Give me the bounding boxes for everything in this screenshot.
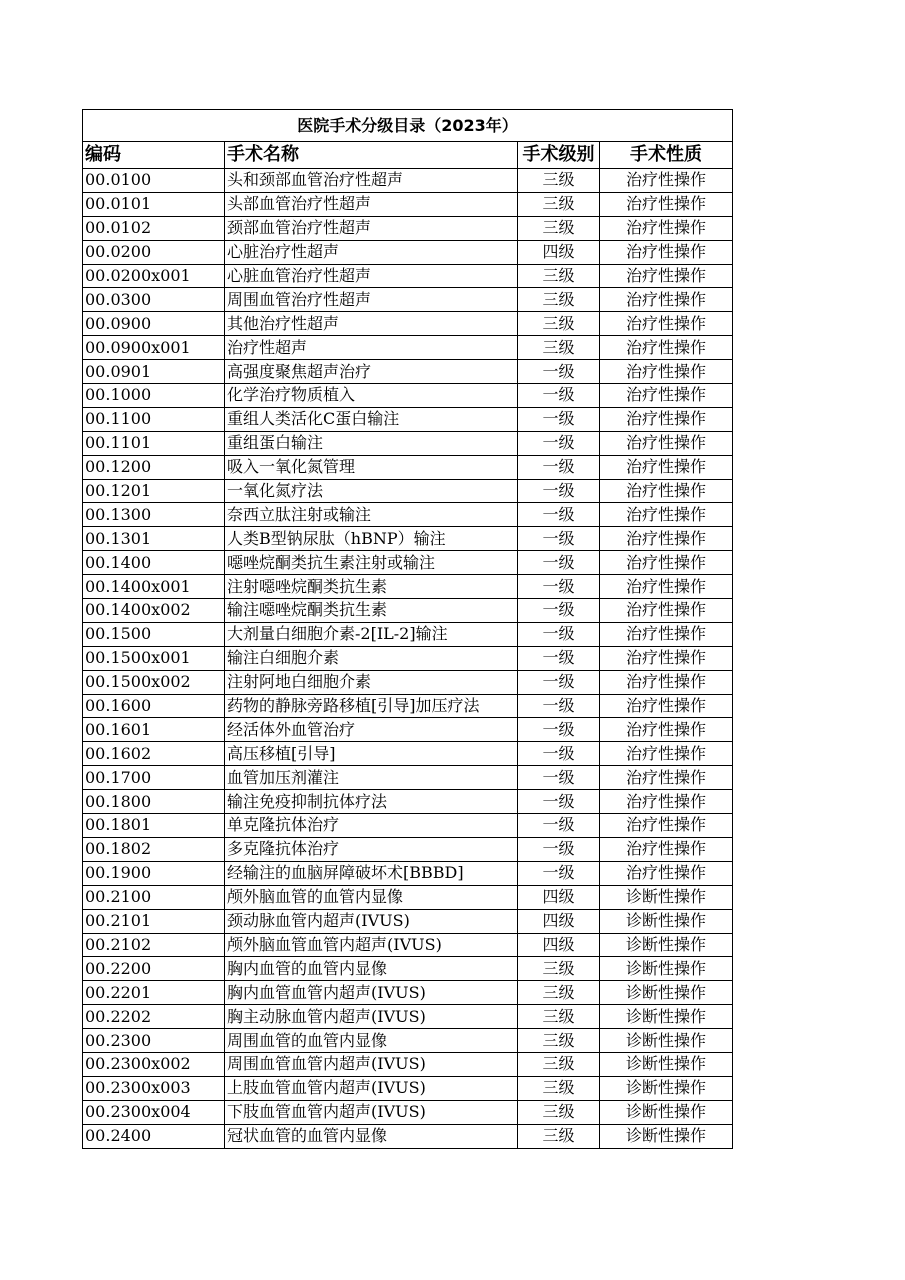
cell-nature: 治疗性操作 — [600, 527, 733, 551]
cell-name: 周围血管血管内超声(IVUS) — [225, 1052, 518, 1076]
cell-name: 周围血管治疗性超声 — [225, 288, 518, 312]
cell-code: 00.1100 — [83, 407, 225, 431]
cell-nature: 治疗性操作 — [600, 431, 733, 455]
cell-code: 00.1201 — [83, 479, 225, 503]
table-row — [83, 622, 733, 646]
table-row — [83, 264, 733, 288]
table-row — [83, 169, 733, 193]
table-row — [83, 981, 733, 1005]
cell-nature: 治疗性操作 — [600, 216, 733, 240]
table-row — [83, 1029, 733, 1053]
cell-nature: 治疗性操作 — [600, 599, 733, 623]
table-row — [83, 1052, 733, 1076]
cell-code: 00.2300 — [83, 1029, 225, 1053]
cell-nature: 治疗性操作 — [600, 575, 733, 599]
cell-nature: 治疗性操作 — [600, 790, 733, 814]
cell-code: 00.0300 — [83, 288, 225, 312]
cell-level: 一级 — [518, 407, 600, 431]
cell-level: 三级 — [518, 192, 600, 216]
table-row — [83, 957, 733, 981]
cell-name: 心脏血管治疗性超声 — [225, 264, 518, 288]
cell-name: 单克隆抗体治疗 — [225, 814, 518, 838]
cell-name: 输注噁唑烷酮类抗生素 — [225, 599, 518, 623]
cell-level: 三级 — [518, 336, 600, 360]
cell-level: 一级 — [518, 670, 600, 694]
header-nature: 手术性质 — [600, 142, 733, 169]
cell-nature: 治疗性操作 — [600, 766, 733, 790]
cell-name: 输注免疫抑制抗体疗法 — [225, 790, 518, 814]
table-row — [83, 192, 733, 216]
cell-name: 输注白细胞介素 — [225, 646, 518, 670]
cell-code: 00.1700 — [83, 766, 225, 790]
cell-level: 一级 — [518, 622, 600, 646]
table-row — [83, 384, 733, 408]
cell-level: 三级 — [518, 216, 600, 240]
cell-code: 00.0901 — [83, 360, 225, 384]
cell-name: 药物的静脉旁路移植[引导]加压疗法 — [225, 694, 518, 718]
table-row — [83, 909, 733, 933]
cell-code: 00.1802 — [83, 837, 225, 861]
cell-name: 注射噁唑烷酮类抗生素 — [225, 575, 518, 599]
cell-nature: 诊断性操作 — [600, 1052, 733, 1076]
cell-level: 一级 — [518, 575, 600, 599]
cell-level: 一级 — [518, 360, 600, 384]
cell-nature: 治疗性操作 — [600, 407, 733, 431]
cell-name: 经输注的血脑屏障破坏术[BBBD] — [225, 861, 518, 885]
cell-nature: 治疗性操作 — [600, 240, 733, 264]
cell-nature: 诊断性操作 — [600, 1005, 733, 1029]
table-row — [83, 790, 733, 814]
cell-code: 00.1602 — [83, 742, 225, 766]
table-row — [83, 718, 733, 742]
cell-name: 经活体外血管治疗 — [225, 718, 518, 742]
header-row — [83, 142, 733, 169]
cell-name: 注射阿地白细胞介素 — [225, 670, 518, 694]
cell-level: 三级 — [518, 169, 600, 193]
cell-code: 00.1600 — [83, 694, 225, 718]
cell-code: 00.1400x002 — [83, 599, 225, 623]
cell-nature: 治疗性操作 — [600, 646, 733, 670]
cell-nature: 治疗性操作 — [600, 551, 733, 575]
header-name: 手术名称 — [225, 142, 518, 169]
cell-nature: 诊断性操作 — [600, 1124, 733, 1148]
cell-name: 胸内血管的血管内显像 — [225, 957, 518, 981]
cell-name: 血管加压剂灌注 — [225, 766, 518, 790]
cell-code: 00.2202 — [83, 1005, 225, 1029]
cell-name: 噁唑烷酮类抗生素注射或输注 — [225, 551, 518, 575]
table-row — [83, 527, 733, 551]
cell-level: 一级 — [518, 527, 600, 551]
cell-nature: 治疗性操作 — [600, 169, 733, 193]
cell-nature: 治疗性操作 — [600, 622, 733, 646]
cell-code: 00.0100 — [83, 169, 225, 193]
table-row — [83, 551, 733, 575]
cell-name: 颅外脑血管的血管内显像 — [225, 885, 518, 909]
cell-code: 00.1500x002 — [83, 670, 225, 694]
cell-nature: 治疗性操作 — [600, 837, 733, 861]
cell-level: 三级 — [518, 1052, 600, 1076]
table-row — [83, 933, 733, 957]
cell-level: 三级 — [518, 1100, 600, 1124]
cell-code: 00.2201 — [83, 981, 225, 1005]
cell-nature: 治疗性操作 — [600, 670, 733, 694]
cell-level: 四级 — [518, 885, 600, 909]
cell-nature: 治疗性操作 — [600, 503, 733, 527]
table-row — [83, 288, 733, 312]
table-row — [83, 646, 733, 670]
cell-level: 一级 — [518, 766, 600, 790]
cell-code: 00.1200 — [83, 455, 225, 479]
cell-name: 心脏治疗性超声 — [225, 240, 518, 264]
cell-nature: 诊断性操作 — [600, 981, 733, 1005]
cell-code: 00.1400 — [83, 551, 225, 575]
cell-code: 00.0900 — [83, 312, 225, 336]
table-row — [83, 336, 733, 360]
cell-nature: 治疗性操作 — [600, 288, 733, 312]
table-row — [83, 431, 733, 455]
cell-level: 四级 — [518, 240, 600, 264]
table-row — [83, 503, 733, 527]
cell-nature: 治疗性操作 — [600, 479, 733, 503]
cell-name: 胸主动脉血管内超声(IVUS) — [225, 1005, 518, 1029]
cell-nature: 治疗性操作 — [600, 312, 733, 336]
cell-level: 一级 — [518, 742, 600, 766]
cell-level: 一级 — [518, 718, 600, 742]
cell-level: 一级 — [518, 790, 600, 814]
cell-level: 一级 — [518, 431, 600, 455]
cell-code: 00.1800 — [83, 790, 225, 814]
table-row — [83, 312, 733, 336]
cell-name: 多克隆抗体治疗 — [225, 837, 518, 861]
cell-code: 00.2300x004 — [83, 1100, 225, 1124]
cell-code: 00.0102 — [83, 216, 225, 240]
cell-name: 高强度聚焦超声治疗 — [225, 360, 518, 384]
table-row — [83, 1076, 733, 1100]
table-row — [83, 599, 733, 623]
cell-name: 胸内血管血管内超声(IVUS) — [225, 981, 518, 1005]
cell-name: 下肢血管血管内超声(IVUS) — [225, 1100, 518, 1124]
cell-nature: 诊断性操作 — [600, 909, 733, 933]
table-row — [83, 885, 733, 909]
cell-nature: 治疗性操作 — [600, 718, 733, 742]
table-row — [83, 670, 733, 694]
cell-name: 颅外脑血管血管内超声(IVUS) — [225, 933, 518, 957]
cell-name: 重组蛋白输注 — [225, 431, 518, 455]
cell-level: 三级 — [518, 288, 600, 312]
table-row — [83, 814, 733, 838]
table-row — [83, 861, 733, 885]
header-level: 手术级别 — [518, 142, 600, 169]
cell-nature: 治疗性操作 — [600, 861, 733, 885]
cell-name: 头部血管治疗性超声 — [225, 192, 518, 216]
cell-level: 三级 — [518, 981, 600, 1005]
table-row — [83, 1005, 733, 1029]
cell-code: 00.1801 — [83, 814, 225, 838]
cell-level: 一级 — [518, 646, 600, 670]
cell-code: 00.1400x001 — [83, 575, 225, 599]
table-row — [83, 479, 733, 503]
cell-nature: 诊断性操作 — [600, 885, 733, 909]
cell-name: 人类B型钠尿肽（hBNP）输注 — [225, 527, 518, 551]
cell-level: 三级 — [518, 264, 600, 288]
table-row — [83, 766, 733, 790]
table-row — [83, 360, 733, 384]
table-row — [83, 407, 733, 431]
cell-level: 三级 — [518, 1124, 600, 1148]
cell-name: 化学治疗物质植入 — [225, 384, 518, 408]
cell-name: 其他治疗性超声 — [225, 312, 518, 336]
table-row — [83, 575, 733, 599]
cell-code: 00.0101 — [83, 192, 225, 216]
cell-name: 冠状血管的血管内显像 — [225, 1124, 518, 1148]
cell-code: 00.1900 — [83, 861, 225, 885]
cell-level: 一级 — [518, 551, 600, 575]
header-code: 编码 — [83, 142, 225, 169]
cell-level: 一级 — [518, 861, 600, 885]
cell-nature: 治疗性操作 — [600, 455, 733, 479]
cell-code: 00.1601 — [83, 718, 225, 742]
cell-level: 三级 — [518, 1005, 600, 1029]
cell-code: 00.0200 — [83, 240, 225, 264]
cell-nature: 治疗性操作 — [600, 384, 733, 408]
cell-level: 一级 — [518, 503, 600, 527]
cell-code: 00.1101 — [83, 431, 225, 455]
cell-code: 00.0200x001 — [83, 264, 225, 288]
cell-code: 00.2300x002 — [83, 1052, 225, 1076]
cell-level: 一级 — [518, 599, 600, 623]
cell-code: 00.0900x001 — [83, 336, 225, 360]
cell-name: 颈部血管治疗性超声 — [225, 216, 518, 240]
cell-nature: 诊断性操作 — [600, 957, 733, 981]
cell-name: 大剂量白细胞介素-2[IL-2]输注 — [225, 622, 518, 646]
cell-code: 00.1000 — [83, 384, 225, 408]
cell-code: 00.1301 — [83, 527, 225, 551]
cell-nature: 治疗性操作 — [600, 336, 733, 360]
table-row — [83, 694, 733, 718]
cell-level: 一级 — [518, 814, 600, 838]
cell-nature: 治疗性操作 — [600, 192, 733, 216]
table-body — [83, 169, 733, 1149]
cell-code: 00.2400 — [83, 1124, 225, 1148]
cell-nature: 治疗性操作 — [600, 360, 733, 384]
cell-level: 三级 — [518, 1076, 600, 1100]
cell-code: 00.2300x003 — [83, 1076, 225, 1100]
cell-nature: 治疗性操作 — [600, 742, 733, 766]
cell-name: 吸入一氧化氮管理 — [225, 455, 518, 479]
table-row — [83, 1124, 733, 1148]
cell-name: 头和颈部血管治疗性超声 — [225, 169, 518, 193]
table-title: 医院手术分级目录（2023年） — [83, 110, 733, 142]
cell-code: 00.2100 — [83, 885, 225, 909]
cell-level: 三级 — [518, 1029, 600, 1053]
cell-name: 一氧化氮疗法 — [225, 479, 518, 503]
cell-level: 四级 — [518, 909, 600, 933]
cell-nature: 诊断性操作 — [600, 1100, 733, 1124]
cell-code: 00.1300 — [83, 503, 225, 527]
cell-level: 一级 — [518, 837, 600, 861]
title-row — [83, 110, 733, 142]
table-row — [83, 240, 733, 264]
cell-name: 周围血管的血管内显像 — [225, 1029, 518, 1053]
table-row — [83, 216, 733, 240]
cell-level: 三级 — [518, 312, 600, 336]
cell-name: 奈西立肽注射或输注 — [225, 503, 518, 527]
cell-code: 00.1500x001 — [83, 646, 225, 670]
table-row — [83, 1100, 733, 1124]
cell-level: 三级 — [518, 957, 600, 981]
cell-name: 重组人类活化C蛋白输注 — [225, 407, 518, 431]
cell-name: 上肢血管血管内超声(IVUS) — [225, 1076, 518, 1100]
cell-code: 00.2200 — [83, 957, 225, 981]
cell-level: 一级 — [518, 455, 600, 479]
cell-nature: 治疗性操作 — [600, 264, 733, 288]
cell-nature: 诊断性操作 — [600, 1029, 733, 1053]
cell-nature: 诊断性操作 — [600, 933, 733, 957]
cell-name: 高压移植[引导] — [225, 742, 518, 766]
cell-level: 一级 — [518, 384, 600, 408]
cell-name: 颈动脉血管内超声(IVUS) — [225, 909, 518, 933]
cell-level: 一级 — [518, 694, 600, 718]
cell-nature: 治疗性操作 — [600, 814, 733, 838]
cell-nature: 治疗性操作 — [600, 694, 733, 718]
table-row — [83, 837, 733, 861]
cell-level: 四级 — [518, 933, 600, 957]
cell-nature: 诊断性操作 — [600, 1076, 733, 1100]
cell-code: 00.2102 — [83, 933, 225, 957]
cell-name: 治疗性超声 — [225, 336, 518, 360]
cell-level: 一级 — [518, 479, 600, 503]
cell-code: 00.2101 — [83, 909, 225, 933]
table-row — [83, 742, 733, 766]
cell-code: 00.1500 — [83, 622, 225, 646]
table-row — [83, 455, 733, 479]
surgery-grade-table — [82, 109, 733, 1149]
